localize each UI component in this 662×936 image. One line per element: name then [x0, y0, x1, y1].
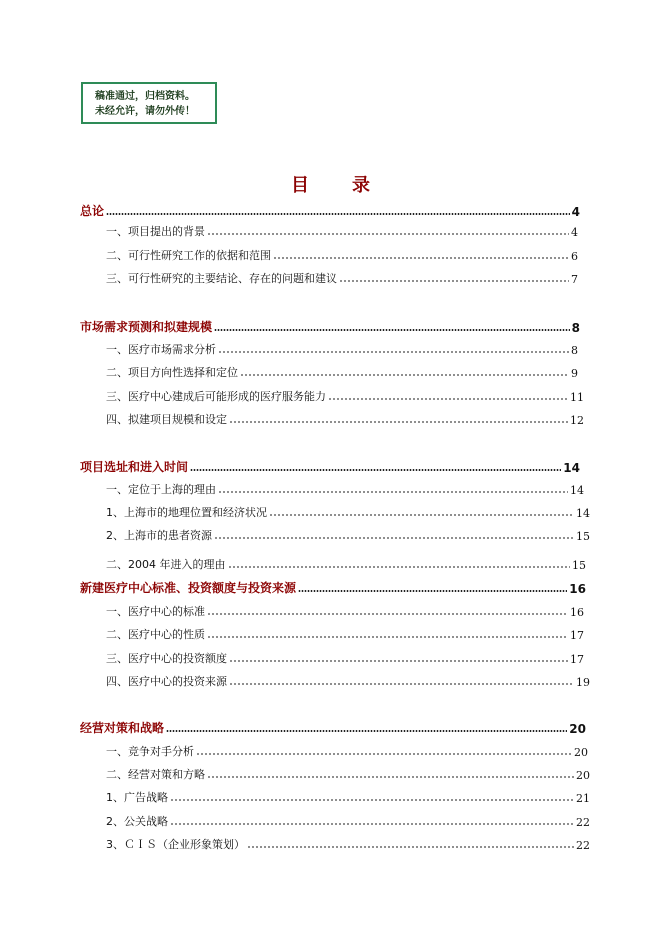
toc-page-number: 21	[576, 792, 590, 805]
toc-page-number: 8	[571, 344, 578, 357]
dot-leader	[218, 350, 569, 354]
toc-title-char-2: 录	[352, 175, 371, 196]
toc-page-number: 20	[574, 746, 588, 759]
toc-page-number: 4	[571, 205, 580, 219]
toc-entry-label: 一、竞争对手分析	[106, 745, 194, 758]
toc-entry-label: 一、项目提出的背景	[106, 225, 205, 238]
toc-entry[interactable]	[106, 789, 590, 805]
toc-entry-label: 一、定位于上海的理由	[106, 483, 216, 496]
stamp-line-2: 未经允许，请勿外传！	[95, 106, 195, 117]
toc-page-number: 6	[571, 250, 578, 263]
toc-page-number: 11	[570, 391, 584, 404]
toc-entry[interactable]	[106, 341, 578, 357]
toc-entry-label: 四、拟建项目规模和设定	[106, 413, 227, 426]
toc-page-number: 19	[576, 676, 590, 689]
toc-entry[interactable]	[106, 766, 590, 782]
toc-page-number: 8	[571, 321, 580, 335]
toc-entry[interactable]	[106, 556, 586, 572]
toc-entry-label: 一、医疗市场需求分析	[106, 343, 216, 356]
toc-chapter-4[interactable]	[80, 579, 586, 596]
toc-page-number: 20	[569, 722, 586, 736]
toc-entry[interactable]	[106, 673, 590, 689]
toc-page-number: 9	[571, 367, 578, 380]
toc-entry-label: 三、可行性研究的主要结论、存在的问题和建议	[106, 272, 337, 285]
dot-leader	[214, 328, 570, 332]
dot-leader	[298, 589, 567, 593]
dot-leader	[339, 279, 569, 283]
dot-leader	[207, 232, 569, 236]
toc-page-number: 14	[563, 461, 580, 475]
toc-chapter-label: 新建医疗中心标准、投资额度与投资来源	[80, 581, 297, 595]
dot-leader	[170, 822, 574, 826]
toc-page-number: 17	[570, 629, 584, 642]
toc-entry-label: 3、ＣＩＳ（企业形象策划）	[106, 838, 245, 851]
toc-entry[interactable]	[106, 504, 590, 520]
toc-entry-label: 2、上海市的患者资源	[106, 529, 212, 542]
toc-page-number: 14	[576, 507, 590, 520]
toc-page-number: 15	[572, 559, 586, 572]
toc-entry-label: 二、项目方向性选择和定位	[106, 366, 238, 379]
toc-chapter-label: 总论	[80, 204, 105, 218]
toc-entry-label: 1、上海市的地理位置和经济状况	[106, 506, 267, 519]
dot-leader	[229, 659, 568, 663]
toc-entry-label: 三、医疗中心的投资额度	[106, 652, 227, 665]
toc-page-number: 22	[576, 839, 590, 852]
confidential-stamp	[81, 82, 217, 124]
toc-entry-label: 1、广告战略	[106, 791, 168, 804]
toc-entry[interactable]	[106, 836, 590, 852]
toc-page-number: 7	[571, 273, 578, 286]
toc-entry[interactable]	[106, 223, 578, 239]
toc-page-number: 16	[569, 582, 586, 596]
toc-entry-label: 一、医疗中心的标准	[106, 605, 205, 618]
toc-entry-label: 2、公关战略	[106, 815, 168, 828]
dot-leader	[218, 490, 568, 494]
toc-entry[interactable]	[106, 411, 584, 427]
toc-entry[interactable]	[106, 650, 584, 666]
toc-entry[interactable]	[106, 527, 590, 543]
dot-leader	[229, 682, 574, 686]
dot-leader	[207, 635, 568, 639]
toc-chapter-label: 市场需求预测和拟建规模	[80, 320, 213, 334]
toc-entry-label: 二、医疗中心的性质	[106, 628, 205, 641]
toc-page-number: 20	[576, 769, 590, 782]
toc-entry[interactable]	[106, 388, 584, 404]
toc-entry[interactable]	[106, 813, 590, 829]
dot-leader	[190, 468, 561, 472]
dot-leader	[228, 565, 571, 569]
dot-leader	[106, 212, 570, 216]
toc-page-number: 22	[576, 816, 590, 829]
toc-chapter-5[interactable]	[80, 719, 586, 736]
toc-page-number: 16	[570, 606, 584, 619]
toc-entry[interactable]	[106, 270, 578, 286]
toc-page-number: 17	[570, 653, 584, 666]
dot-leader	[196, 752, 572, 756]
toc-page-number: 4	[571, 226, 578, 239]
dot-leader	[328, 397, 568, 401]
toc-page-number: 12	[570, 414, 584, 427]
toc-chapter-1[interactable]	[80, 202, 580, 219]
dot-leader	[273, 256, 569, 260]
dot-leader	[269, 513, 574, 517]
toc-title-char-1: 目	[291, 175, 310, 196]
toc-entry[interactable]	[106, 481, 584, 497]
dot-leader	[207, 612, 568, 616]
toc-chapter-2[interactable]	[80, 318, 580, 335]
stamp-line-1: 稿准通过，归档资料。	[95, 91, 195, 102]
toc-entry-label: 二、2004 年进入的理由	[106, 558, 226, 571]
toc-chapter-3[interactable]	[80, 458, 580, 475]
toc-entry-label: 四、医疗中心的投资来源	[106, 675, 227, 688]
toc-page-number: 14	[570, 484, 584, 497]
toc-entry[interactable]	[106, 626, 584, 642]
dot-leader	[166, 729, 567, 733]
dot-leader	[214, 536, 574, 540]
toc-page-number: 15	[576, 530, 590, 543]
toc-entry-label: 三、医疗中心建成后可能形成的医疗服务能力	[106, 390, 326, 403]
toc-title	[0, 171, 662, 197]
dot-leader	[247, 845, 574, 849]
toc-entry[interactable]	[106, 364, 578, 380]
toc-entry[interactable]	[106, 743, 588, 759]
toc-entry-label: 二、经营对策和方略	[106, 768, 205, 781]
dot-leader	[170, 798, 574, 802]
dot-leader	[207, 775, 574, 779]
toc-entry[interactable]	[106, 247, 578, 263]
toc-entry-label: 二、可行性研究工作的依据和范围	[106, 249, 271, 262]
dot-leader	[240, 373, 569, 377]
toc-entry[interactable]	[106, 603, 584, 619]
toc-chapter-label: 经营对策和战略	[80, 721, 165, 735]
dot-leader	[229, 420, 568, 424]
toc-chapter-label: 项目选址和进入时间	[80, 460, 189, 474]
